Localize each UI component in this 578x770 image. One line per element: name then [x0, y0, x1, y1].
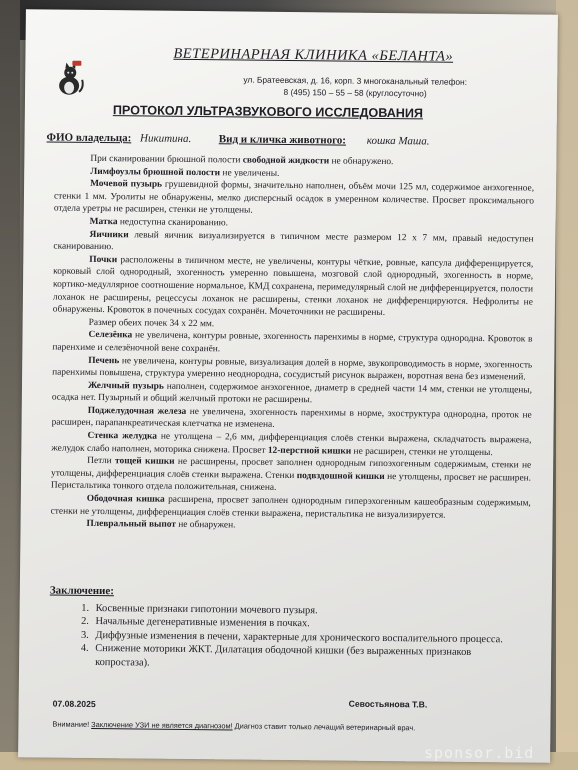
- conclusion-item: 2. Начальные дегенеративные изменения в почках.: [91, 615, 524, 633]
- disclaimer-note: Внимание! Заключение УЗИ не является диагнозом! Диагноз ставит только лечащий ветеринарный врач.: [52, 719, 416, 733]
- finding-spleen: Селезёнка не увеличена, контуры ровные, эхогенность паренхимы в норме, структура однородна. Кровоток в паренхиме и селезёночной вене сохранён.: [52, 330, 533, 355]
- findings-section: [50, 153, 534, 536]
- clinic-name: ВЕТЕРИНАРНАЯ КЛИНИКА «БЕЛАНТА»: [173, 45, 454, 65]
- finding-free-fluid: При сканировании брюшной полости свободной жидкости не обнаружено.: [90, 153, 394, 168]
- finding-kidney-size: Размер обеих почек 34 х 22 мм.: [88, 317, 215, 329]
- conclusion-title: Заключение:: [49, 584, 115, 598]
- finding-kidneys: Почки расположены в типичном месте, не увеличены, контуры чёткие, ровные, капсула дифференцируется, корковый слой однородный, эхогенность умеренно повышена, мозговой слой однородный, эхогенность в норме, кортико-медуллярное соотношение нормальное, КМД сохранена, перимедулярный слой не дифференцируется, полости лоханок не расширены, рецессусы лоханок не расширены, стенки лоханок не дифференцируются. Нефролиты не обнаружены. Кровоток в почечных сосудах сохранён. Мочеточники не расширены.: [52, 254, 534, 319]
- clinic-logo-icon: [55, 58, 85, 98]
- conclusion-section: [49, 585, 525, 675]
- report-date: 07.08.2025: [52, 698, 96, 710]
- clinic-address: ул. Братеевская, д. 16, корп. 3 многоканальный телефон:: [243, 74, 468, 87]
- conclusion-list: [49, 601, 525, 674]
- owner-animal-line: [47, 131, 430, 148]
- watermark-text: sponsor.bid: [424, 744, 535, 762]
- finding-liver: Печень не увеличена, контуры ровные, визуализация долей в норме, звукопроводимость в норме, эхогенность паренхимы повышена, структура умеренно неоднородна, сосудистый рисунок выражен, воротная вена без изменений.: [52, 355, 533, 383]
- animal-name: кошка Маша.: [366, 134, 430, 148]
- finding-gallbladder: Желчный пузырь наполнен, содержимое анэхогенное, диаметр в средней части 14 мм, стенки не утолщены, осадка нет. Пузырный и общий желчный протоки не расширены.: [51, 380, 533, 406]
- finding-ovaries: Яичники левый яичник визуализируется в типичном месте размером 12 х 7 мм, правый недоступен сканированию.: [53, 229, 534, 253]
- protocol-title: ПРОТОКОЛ УЛЬТРАЗВУКОВОГО ИССЛЕДОВАНИЯ: [112, 103, 424, 121]
- finding-small-intestine: Петли тощей кишки не расширены, просвет заполнен однородным гипоэхогенным содержимым, стенки не утолщены, дифференциация слоёв стенки выражена. Стенки подвздошной кишки не утолщены, просвет не расширен. Перистальтика тонкого отдела положительная, снижена.: [50, 456, 532, 494]
- finding-uterus: Матка недоступна сканированию.: [89, 216, 229, 229]
- finding-bladder: Мочевой пузырь грушевидной формы, значительно наполнен, объём мочи 125 мл, содержимое анэхогенное, стенки 1 мм. Уролиты не обнаружены, мелко дисперсный осадок в умеренном количестве. Просвет проксимального отдела уретры не расширен, стенки не утолщены.: [53, 179, 535, 216]
- clinic-contacts: [175, 73, 535, 101]
- desk-background-left: [0, 0, 20, 770]
- owner-name: Никитина.: [139, 132, 192, 145]
- conclusion-item: 1. Косвенные признаки гипотонии мочевого пузыря.: [92, 602, 525, 620]
- finding-stomach: Стенка желудка не утолщена – 2,6 мм, дифференциация слоёв стенки выражена, складчатость выражена, желудок слабо наполнен, моторика снижена. Просвет 12-перстной кишки не расширен, стенки не утолщены.: [51, 430, 532, 458]
- finding-pleural-effusion: Плевральный выпот не обнаружен.: [86, 519, 236, 531]
- finding-pancreas: Поджелудочная железа не увеличена, эхогенность паренхимы в норме, эхоструктура однородна, проток не расширен, парапанкреатическая клетчатка не изменена.: [51, 405, 532, 431]
- document-sheet: [18, 9, 558, 763]
- finding-lymph-nodes: Лимфоузлы брюшной полости не увеличены.: [90, 166, 280, 179]
- desk-background-right: [556, 0, 578, 770]
- owner-label: ФИО владельца:: [46, 131, 132, 145]
- clinic-phone: 8 (495) 150 – 55 – 58 (круглосуточно): [283, 86, 427, 99]
- conclusion-item: 3. Диффузные изменения в печени, характерные для хронического воспалительного процесса.: [91, 629, 524, 647]
- doctor-signature: Севостьянова Т.В.: [348, 698, 428, 710]
- conclusion-item: 4. Снижение моторики ЖКТ. Дилатация ободочной кишки (без выраженных признаков копростаза).: [91, 642, 524, 674]
- animal-label: Вид и кличка животного:: [218, 133, 347, 147]
- finding-colon: Ободочная кишка расширена, просвет заполнен однородным гиперэхогенным кашеобразным содержимым, стенки не утолщены, дифференциация слоёв стенки выражена, перистальтика не визуализируется.: [50, 493, 531, 521]
